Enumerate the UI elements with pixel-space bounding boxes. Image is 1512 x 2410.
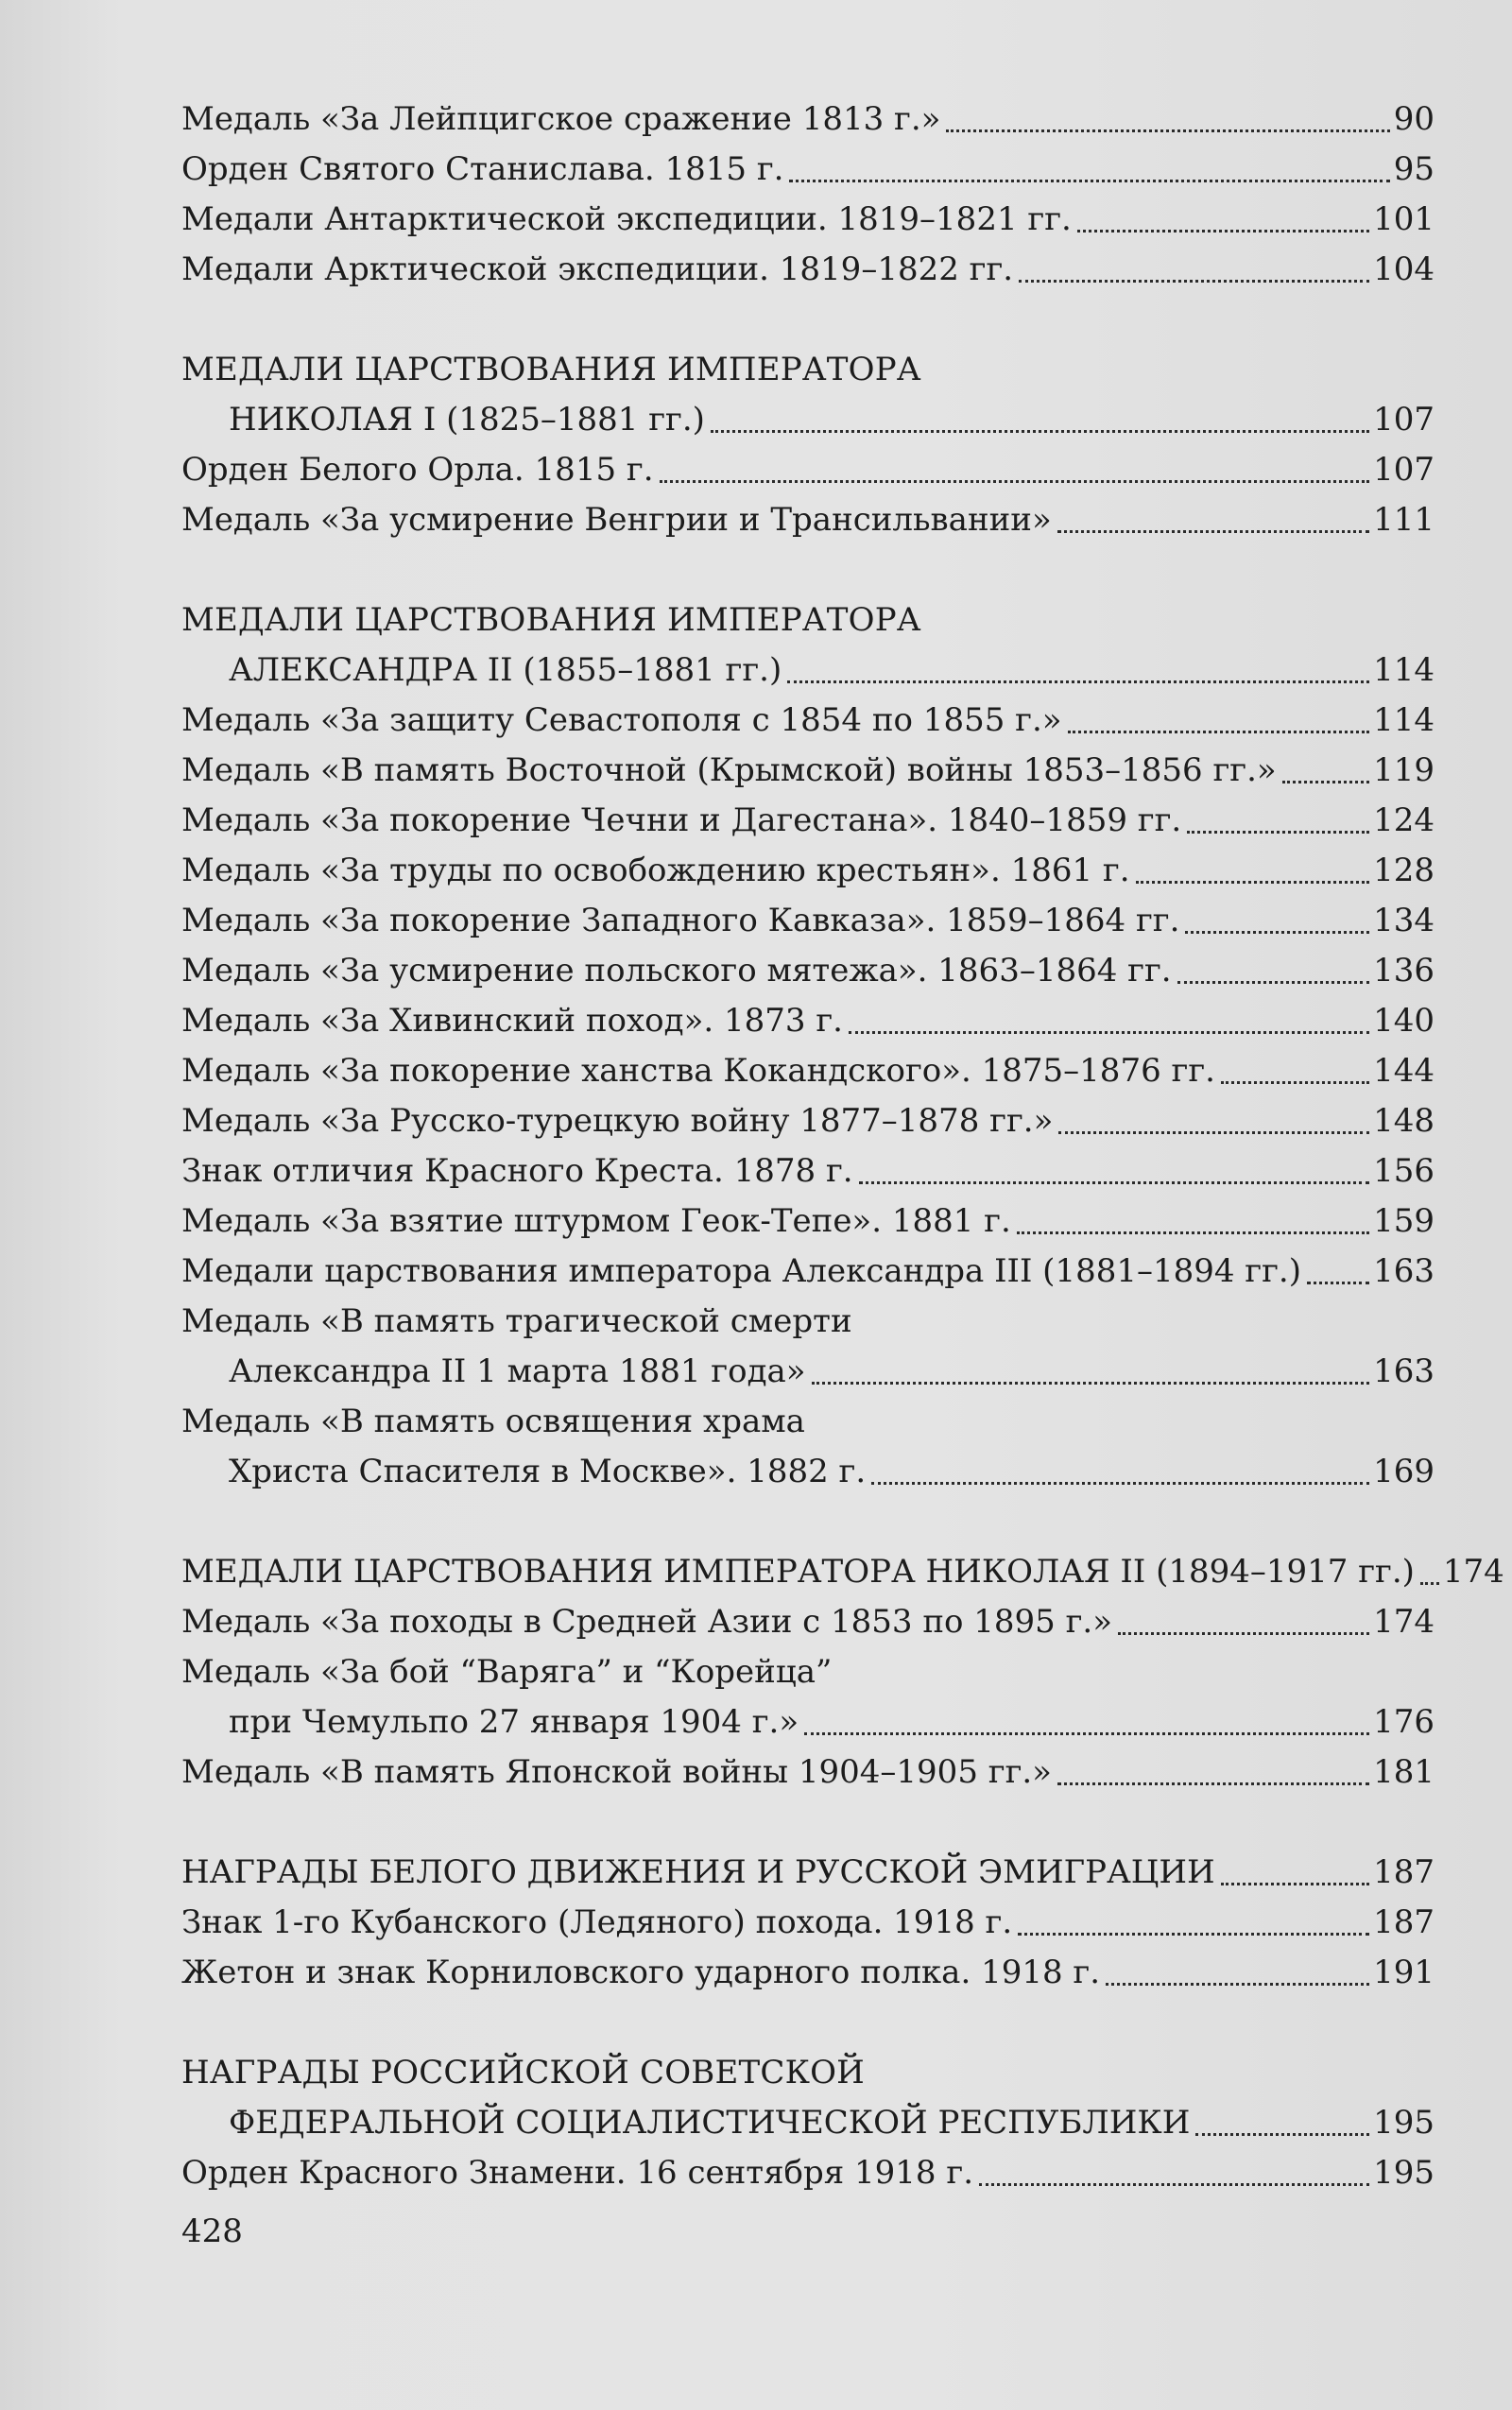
entry-title: Знак отличия Красного Креста. 1878 г. [181, 1152, 853, 1190]
toc-entry [181, 1096, 1435, 1146]
toc-entry [181, 1146, 1435, 1196]
toc-section [181, 1848, 1435, 1998]
entry-page-number: 159 [1373, 1202, 1435, 1240]
entry-page-number: 176 [1373, 1703, 1435, 1741]
entry-page-number: 128 [1373, 852, 1435, 889]
dot-leader [1058, 1131, 1369, 1134]
entry-page-number: 114 [1373, 651, 1435, 689]
entry-page-number: 114 [1373, 701, 1435, 739]
entry-page-number: 107 [1373, 451, 1435, 489]
page-number: 428 [181, 2212, 243, 2250]
entry-title: Медаль «За защиту Севастополя с 1854 по 1855 г.» [181, 701, 1062, 739]
toc-entry [181, 1347, 1435, 1397]
dot-leader [1136, 881, 1370, 884]
entry-page-number: 124 [1373, 801, 1435, 839]
entry-page-number: 104 [1373, 250, 1435, 288]
section-heading-line: НАГРАДЫ РОССИЙСКОЙ СОВЕТСКОЙ [181, 2054, 866, 2092]
dot-leader [871, 1482, 1369, 1485]
dot-leader [660, 480, 1370, 483]
entry-title: Александра II 1 марта 1881 года» [229, 1352, 806, 1390]
dot-leader [1118, 1632, 1369, 1635]
toc-entry [181, 1747, 1435, 1798]
section-heading-entry [181, 2098, 1435, 2148]
toc-entry [181, 1046, 1435, 1096]
dot-leader [1077, 230, 1369, 232]
entry-title: Медаль «За покорение ханства Кокандского». 1875–1876 гг. [181, 1052, 1215, 1090]
entry-title: Медаль «За покорение Западного Кавказа». 1859–1864 гг. [181, 902, 1180, 939]
toc-entry [181, 746, 1435, 796]
section-spacer [181, 1798, 1435, 1848]
toc-entry [181, 796, 1435, 846]
toc-entry [181, 996, 1435, 1046]
entry-page-number: 148 [1373, 1102, 1435, 1140]
entry-page-number: 90 [1393, 100, 1435, 138]
toc-section [181, 1547, 1504, 1798]
entry-page-number: 191 [1373, 1954, 1435, 1991]
toc-entry [181, 1948, 1435, 1998]
dot-leader [849, 1031, 1369, 1034]
dot-leader [812, 1382, 1370, 1385]
section-heading-entry [181, 1547, 1504, 1597]
dot-leader [1187, 831, 1369, 834]
entry-page-number: 111 [1373, 501, 1435, 539]
entry-title: Медали Арктической экспедиции. 1819–1822 гг. [181, 250, 1014, 288]
toc-section [181, 595, 1435, 1497]
entry-page-number: 95 [1393, 150, 1435, 188]
entry-title: МЕДАЛИ ЦАРСТВОВАНИЯ ИМПЕРАТОРА НИКОЛАЯ II (1894–1917 гг.) [181, 1553, 1415, 1591]
toc-section [181, 2048, 1435, 2198]
entry-page-number: 140 [1373, 1002, 1435, 1040]
section-spacer [181, 295, 1435, 345]
dot-leader [1017, 1231, 1369, 1234]
entry-page-number: 181 [1373, 1753, 1435, 1791]
toc-section [181, 95, 1435, 295]
entry-title: Медаль «В память Японской войны 1904–1905 гг.» [181, 1753, 1052, 1791]
entry-title: Медаль «За покорение Чечни и Дагестана». 1840–1859 гг. [181, 801, 1182, 839]
toc-entry [181, 846, 1435, 896]
entry-title: Медаль «За Русско-турецкую войну 1877–1878 гг.» [181, 1102, 1054, 1140]
dot-leader [787, 680, 1369, 683]
entry-page-number: 187 [1373, 1903, 1435, 1941]
dot-leader [1195, 2133, 1369, 2136]
entry-page-number: 144 [1373, 1052, 1435, 1090]
section-heading-entry [181, 646, 1435, 696]
toc-entry [181, 1447, 1435, 1497]
entry-page-number: 107 [1373, 401, 1435, 439]
section-spacer [181, 545, 1435, 595]
dot-leader [711, 430, 1369, 433]
entry-title: Орден Святого Станислава. 1815 г. [181, 150, 784, 188]
dot-leader [1057, 530, 1369, 533]
entry-page-number: 195 [1373, 2154, 1435, 2192]
toc-entry [181, 95, 1435, 145]
toc-entry [181, 1597, 1435, 1647]
toc-entry [181, 896, 1435, 946]
toc-entry [181, 2148, 1435, 2198]
section-spacer [181, 1497, 1435, 1547]
entry-title: Медаль «За взятие штурмом Геок-Тепе». 1881 г. [181, 1202, 1011, 1240]
toc-section [181, 345, 1435, 545]
dot-leader [979, 2183, 1369, 2186]
entry-title: НИКОЛАЯ I (1825–1881 гг.) [229, 401, 705, 439]
dot-leader [1221, 1081, 1369, 1084]
entry-title: Медали Антарктической экспедиции. 1819–1821 гг. [181, 200, 1072, 238]
dot-leader [1068, 731, 1370, 733]
entry-title: при Чемульпо 27 января 1904 г.» [229, 1703, 799, 1741]
toc-entry [181, 445, 1435, 495]
toc-entry [181, 1697, 1435, 1747]
dot-leader [1019, 280, 1369, 283]
entry-page-number: 136 [1373, 952, 1435, 990]
dot-leader [1221, 1883, 1369, 1885]
entry-title: Медаль «За усмирение польского мятежа». 1863–1864 гг. [181, 952, 1172, 990]
entry-title: Медаль «За Лейпцигское сражение 1813 г.» [181, 100, 941, 138]
entry-page-number: 187 [1373, 1853, 1435, 1891]
entry-page-number: 169 [1373, 1453, 1435, 1490]
entry-title: НАГРАДЫ БЕЛОГО ДВИЖЕНИЯ И РУССКОЙ ЭМИГРАЦИИ [181, 1853, 1215, 1891]
dot-leader [789, 180, 1389, 182]
toc-entry [181, 696, 1435, 746]
section-heading-entry [181, 395, 1435, 445]
entry-title: Орден Белого Орла. 1815 г. [181, 451, 654, 489]
dot-leader [804, 1732, 1369, 1735]
entry-title: Медаль «В память Восточной (Крымской) войны 1853–1856 гг.» [181, 751, 1277, 789]
entry-page-number: 134 [1373, 902, 1435, 939]
entry-page-number: 156 [1373, 1152, 1435, 1190]
entry-title: Медали царствования императора Александра III (1881–1894 гг.) [181, 1252, 1302, 1290]
toc-entry [181, 1196, 1435, 1247]
toc-entry [181, 1247, 1435, 1297]
toc-entry [181, 245, 1435, 295]
dot-leader [1282, 781, 1369, 783]
section-spacer [181, 1998, 1435, 2048]
dot-leader [1185, 931, 1369, 934]
entry-page-number: 174 [1373, 1603, 1435, 1641]
entry-title: ФЕДЕРАЛЬНОЙ СОЦИАЛИСТИЧЕСКОЙ РЕСПУБЛИКИ [229, 2104, 1191, 2142]
entry-title: Медаль «За усмирение Венгрии и Трансильвании» [181, 501, 1052, 539]
dot-leader [946, 129, 1389, 132]
entry-title: Знак 1-го Кубанского (Ледяного) похода. 1918 г. [181, 1903, 1013, 1941]
toc-entry [181, 145, 1435, 195]
entry-title: Медаль «За Хивинский поход». 1873 г. [181, 1002, 843, 1040]
entry-page-number: 163 [1373, 1252, 1435, 1290]
entry-title-line: Медаль «За бой “Варяга” и “Корейца” [181, 1653, 833, 1691]
entry-title: Жетон и знак Корниловского ударного полка. 1918 г. [181, 1954, 1101, 1991]
dot-leader [1420, 1582, 1439, 1585]
section-heading-line: МЕДАЛИ ЦАРСТВОВАНИЯ ИМПЕРАТОРА [181, 351, 921, 388]
entry-page-number: 195 [1373, 2104, 1435, 2142]
entry-page-number: 119 [1373, 751, 1435, 789]
dot-leader [1106, 1983, 1369, 1986]
section-heading-entry [181, 1848, 1435, 1898]
entry-page-number: 174 [1442, 1553, 1504, 1591]
toc-entry [181, 1898, 1435, 1948]
entry-title: АЛЕКСАНДРА II (1855–1881 гг.) [229, 651, 782, 689]
entry-title: Медаль «За походы в Средней Азии с 1853 по 1895 г.» [181, 1603, 1113, 1641]
dot-leader [1177, 981, 1370, 984]
toc-entry [181, 495, 1435, 545]
entry-page-number: 101 [1373, 200, 1435, 238]
entry-title: Христа Спасителя в Москве». 1882 г. [229, 1453, 867, 1490]
entry-title: Медаль «За труды по освобождению крестьян». 1861 г. [181, 852, 1130, 889]
dot-leader [1307, 1282, 1369, 1284]
toc-entry [181, 946, 1435, 996]
dot-leader [1057, 1782, 1369, 1785]
entry-title: Орден Красного Знамени. 16 сентября 1918 г. [181, 2154, 973, 2192]
entry-title-line: Медаль «В память трагической смерти [181, 1302, 852, 1340]
dot-leader [1018, 1933, 1369, 1936]
entry-page-number: 163 [1373, 1352, 1435, 1390]
entry-title-line: Медаль «В память освящения храма [181, 1403, 805, 1440]
section-heading-line: МЕДАЛИ ЦАРСТВОВАНИЯ ИМПЕРАТОРА [181, 601, 921, 639]
table-of-contents [181, 95, 1504, 2198]
toc-entry [181, 195, 1435, 245]
dot-leader [859, 1181, 1369, 1184]
